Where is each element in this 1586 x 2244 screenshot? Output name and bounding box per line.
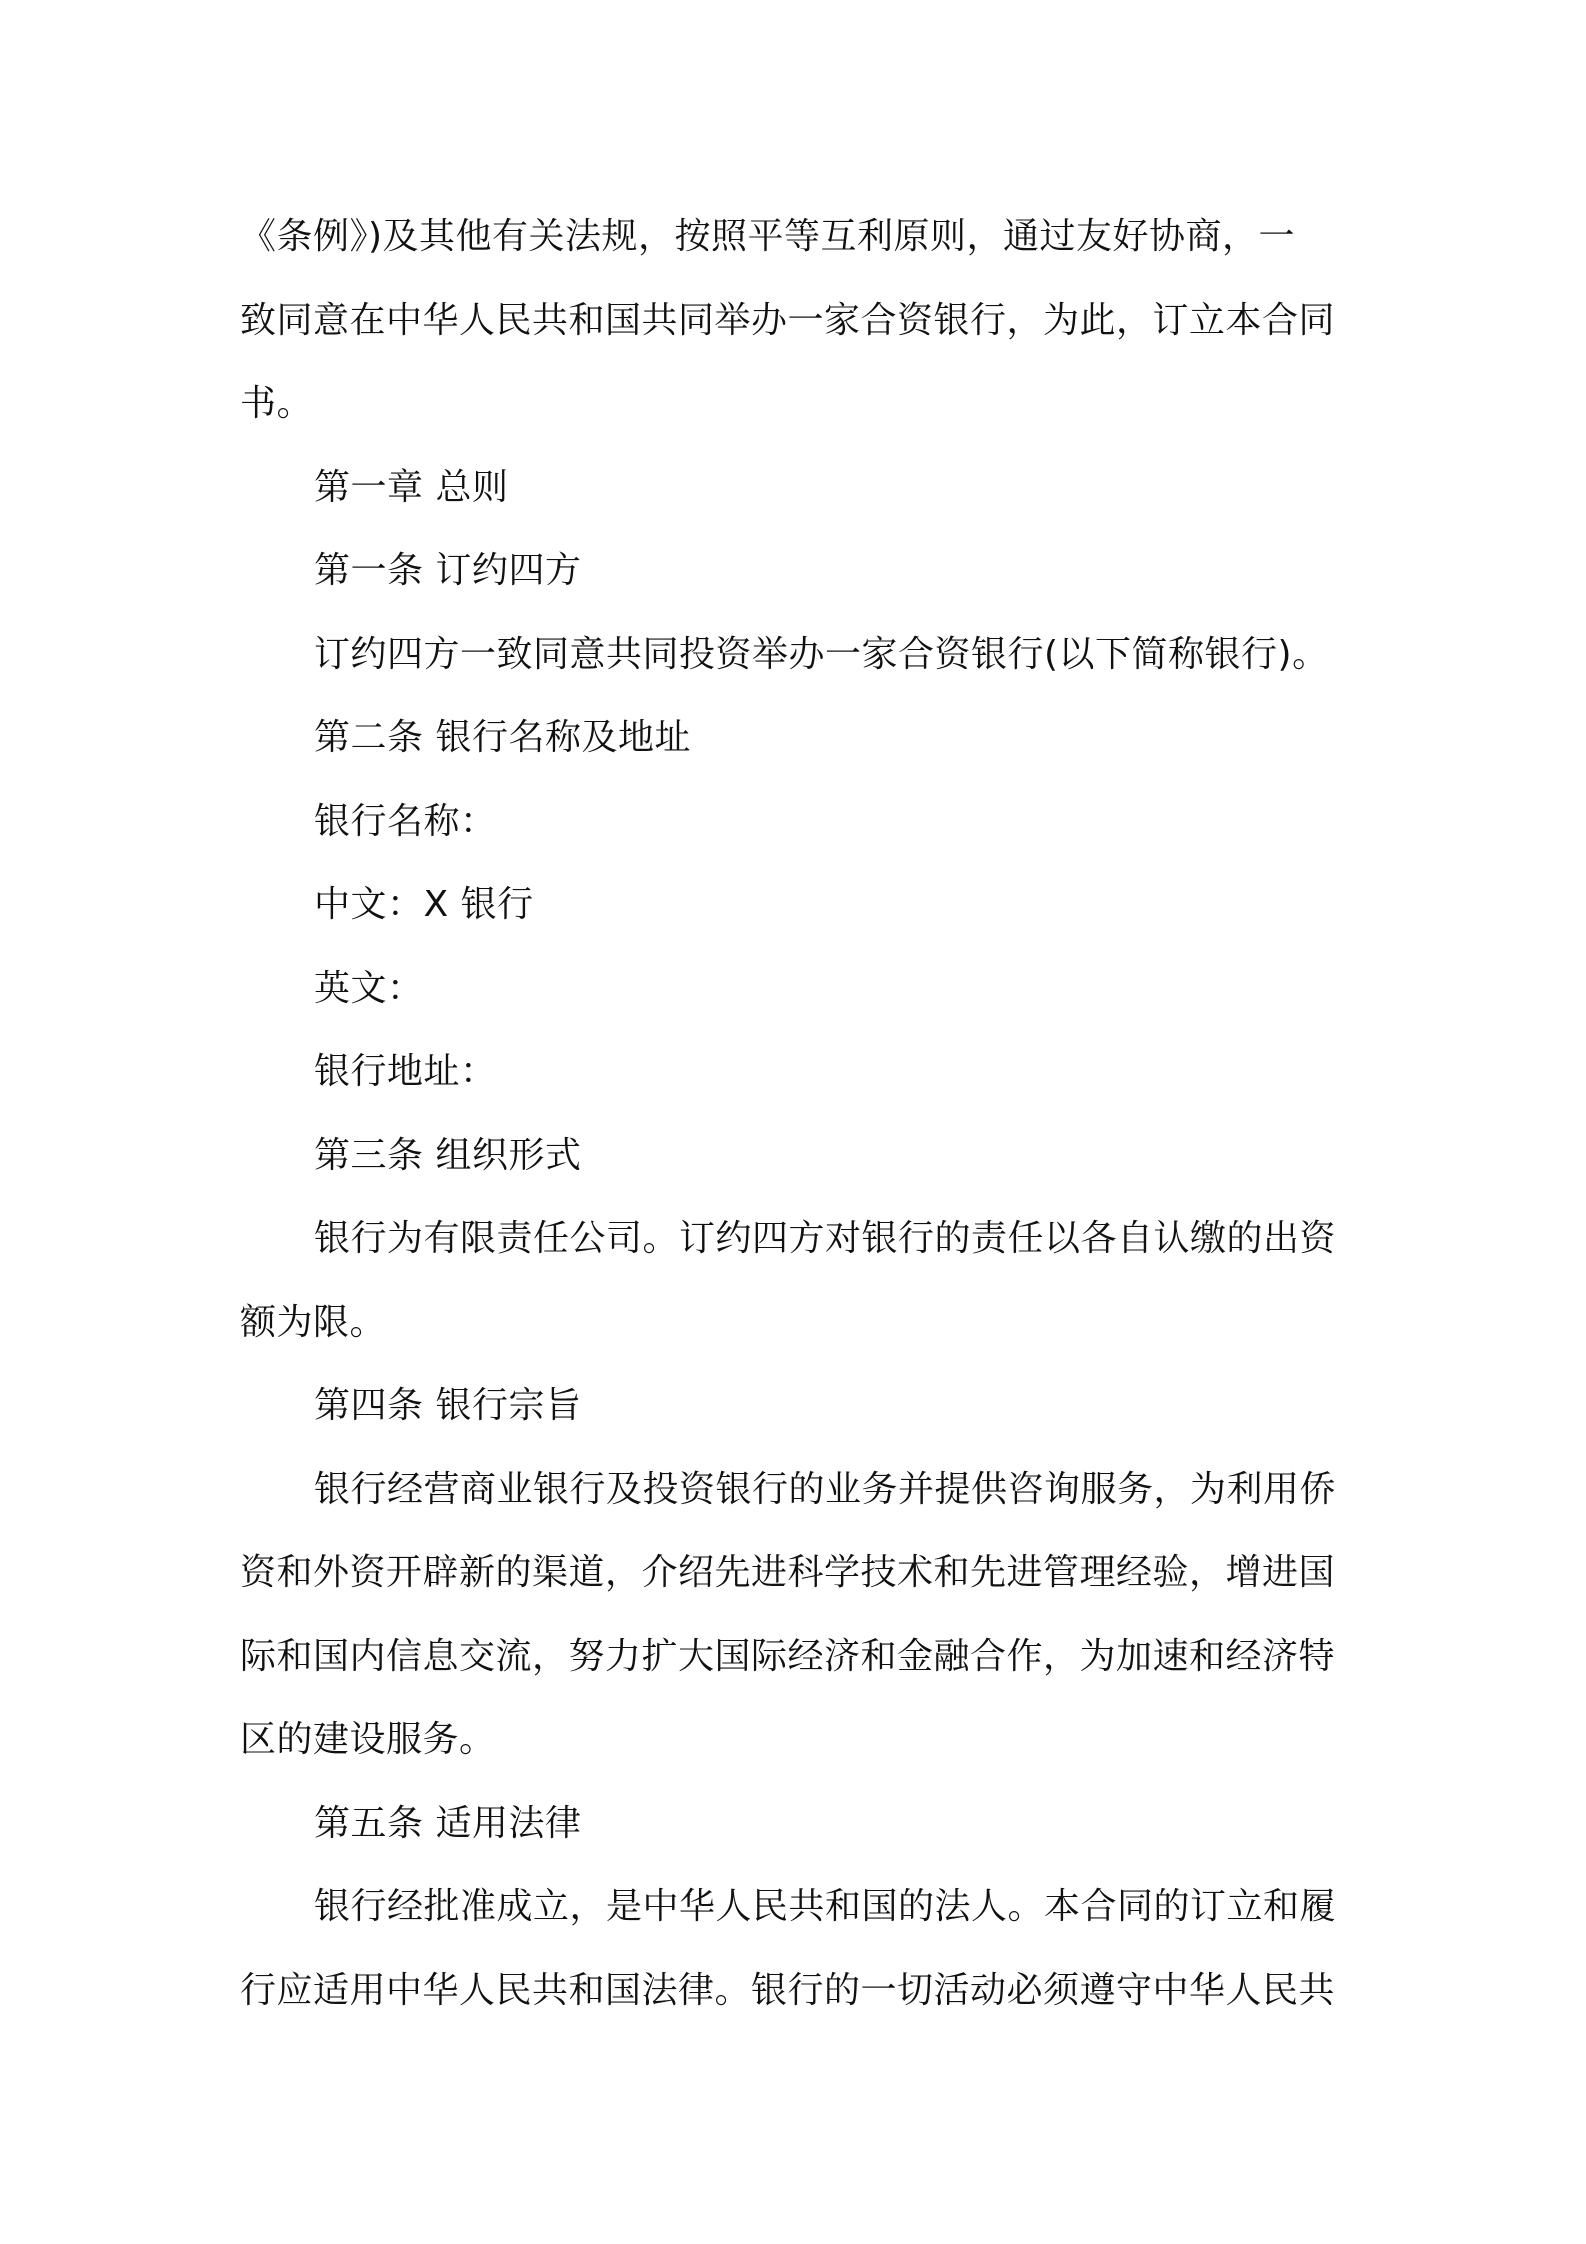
paragraph-line: 区的建设服务。 [240, 1719, 496, 1760]
field-label: 银行名称： [314, 800, 497, 842]
paragraph-line: 银行经批准成立，是中华人民共和国的法人。本合同的订立和履 [314, 1886, 1337, 1927]
article-heading: 第五条 适用法律 [314, 1802, 582, 1844]
chapter-heading: 第一章 总则 [314, 466, 509, 508]
article-heading: 第一条 订约四方 [314, 550, 582, 591]
field-line: 英文： [314, 967, 424, 1009]
paragraph-line: 订约四方一致同意共同投资举办一家合资银行(以下简称银行)。 [314, 633, 1329, 675]
paragraph-line: 银行为有限责任公司。订约四方对银行的责任以各自认缴的出资 [314, 1218, 1337, 1259]
paragraph-line: 行应适用中华人民共和国法律。银行的一切活动必须遵守中华人民共 [240, 1969, 1336, 2011]
paragraph-line: 际和国内信息交流，努力扩大国际经济和金融合作，为加速和经济特 [240, 1635, 1336, 1677]
field-line: 中文：X 银行 [314, 884, 534, 925]
document-body [240, 195, 1360, 2032]
paragraph-line: 《条例》)及其他有关法规，按照平等互利原则，通过友好协商，一 [240, 216, 1296, 257]
field-label: 银行地址： [314, 1051, 497, 1092]
paragraph-line: 银行经营商业银行及投资银行的业务并提供咨询服务，为利用侨 [314, 1468, 1337, 1510]
paragraph-line: 书。 [240, 383, 314, 424]
paragraph-line: 致同意在中华人民共和国共同举办一家合资银行，为此，订立本合同 [240, 299, 1336, 341]
paragraph-line: 资和外资开辟新的渠道，介绍先进科学技术和先进管理经验，增进国 [240, 1552, 1336, 1593]
paragraph-line: 额为限。 [240, 1301, 387, 1343]
article-heading: 第四条 银行宗旨 [314, 1385, 582, 1426]
article-heading: 第二条 银行名称及地址 [314, 717, 691, 758]
article-heading: 第三条 组织形式 [314, 1134, 582, 1176]
